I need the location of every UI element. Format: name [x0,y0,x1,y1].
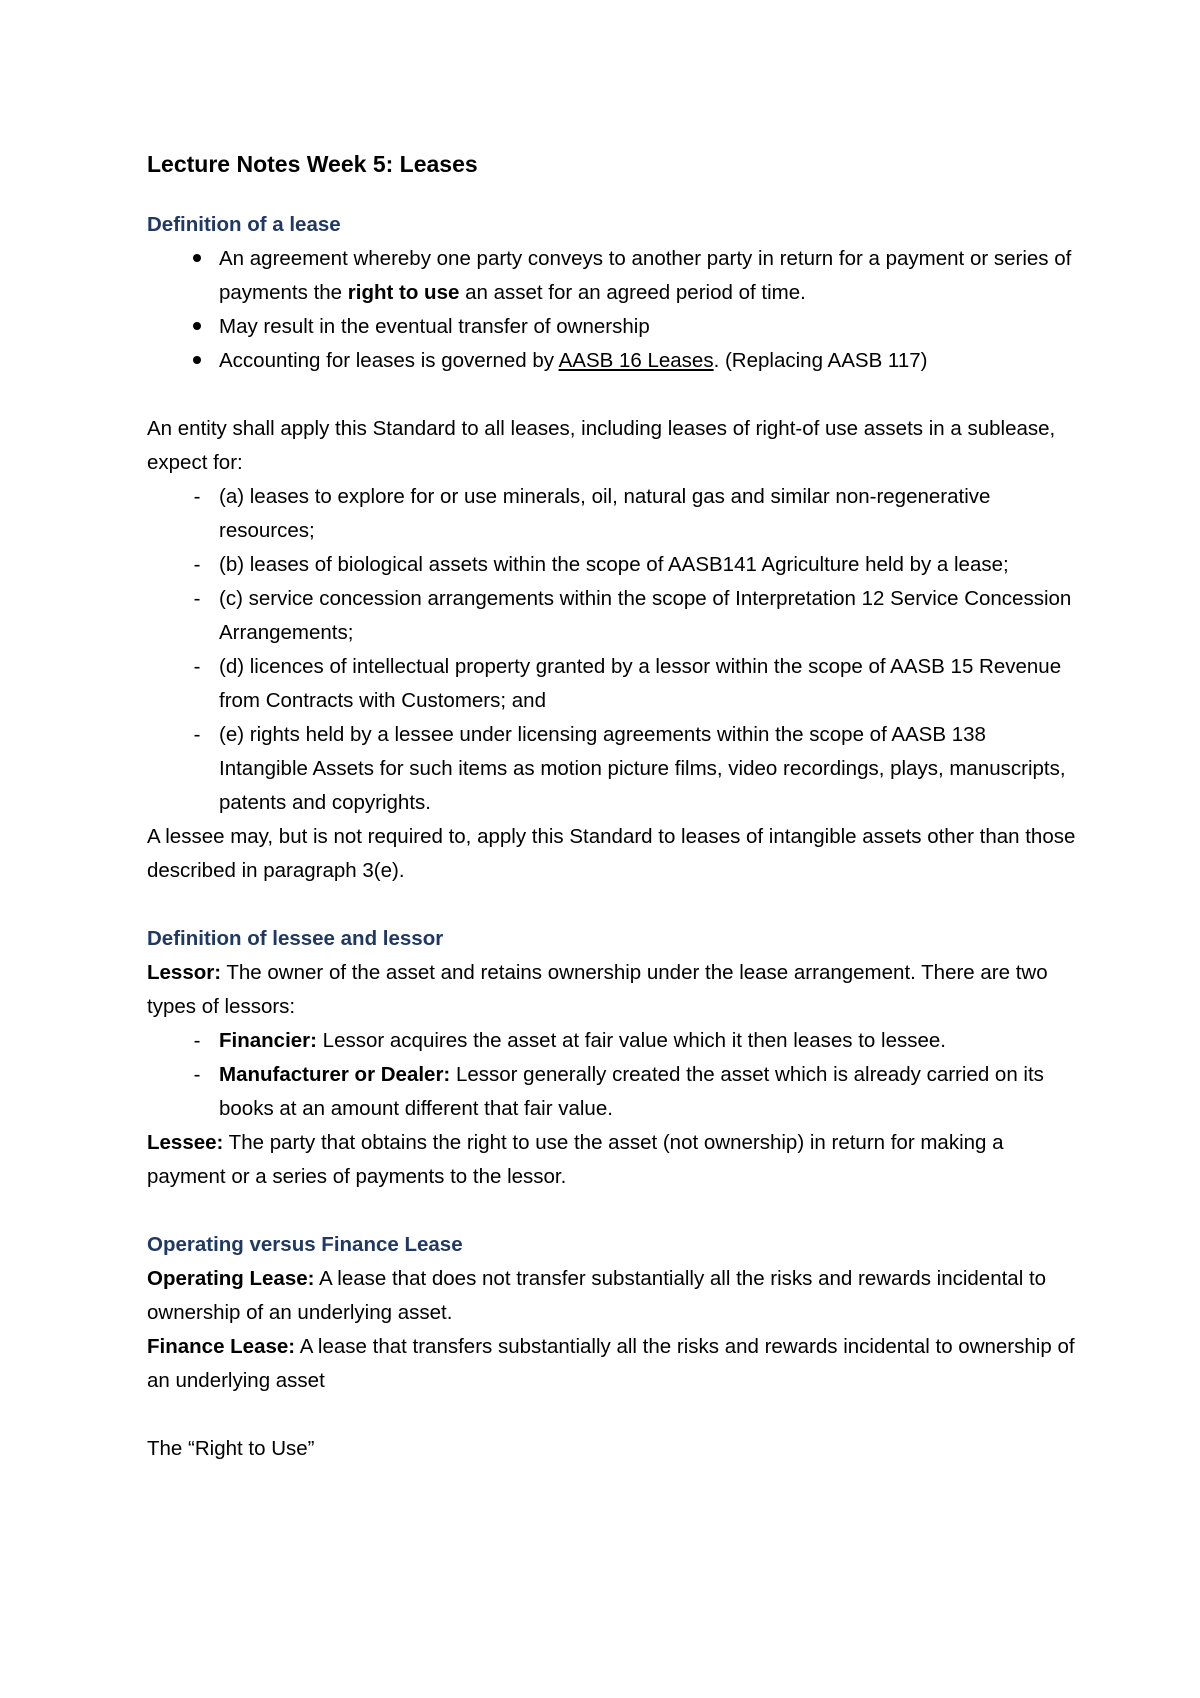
list-item: - (b) leases of biological assets within the scope of AASB141 Agriculture held by a lease; [147,548,1077,582]
heading-operating-vs-finance: Operating versus Finance Lease [147,1233,463,1256]
list-item: - (d) licences of intellectual property granted by a lessor within the scope of AASB 15 Revenue from Contracts with Customers; and [147,650,1077,718]
bullet-icon [187,344,207,378]
list-item: - Financier: Lessor acquires the asset at fair value which it then leases to lessee. [147,1024,1077,1058]
lessee-definition: Lessee: The party that obtains the right to use the asset (not ownership) in return for making a payment or a series of payments to the lessor. [147,1131,1004,1188]
heading-definition-of-lease: Definition of a lease [147,213,341,236]
lessor-definition: Lessor: The owner of the asset and retains ownership under the lease arrangement. There are two types of lessors: [147,961,1048,1018]
dash-marker: - [193,655,201,678]
dash-marker: - [193,553,201,576]
finance-lease-definition: Finance Lease: A lease that transfers substantially all the risks and rewards incidental to ownership of an underlying asset [147,1335,1075,1392]
operating-lease-definition: Operating Lease: A lease that does not transfer substantially all the risks and rewards incidental to ownership of an underlying asset. [147,1267,1047,1324]
dash-marker: - [193,1063,201,1086]
list-item: May result in the eventual transfer of ownership [147,310,1077,344]
list-item: - (a) leases to explore for or use minerals, oil, natural gas and similar non-regenerative resources; [147,480,1077,548]
right-to-use-emphasis: right to use [347,281,460,304]
list-item: - (e) rights held by a lessee under licensing agreements within the scope of AASB 138 Intangible Assets for such items as motion picture films, video recordings, plays, manuscripts, patents and copyrights. [147,718,1077,820]
heading-lessee-lessor: Definition of lessee and lessor [147,927,444,950]
list-item: Accounting for leases is governed by AASB 16 Leases. (Replacing AASB 117) [147,344,1077,378]
scope-exceptions-list [147,480,1077,820]
dash-marker: - [193,1029,201,1052]
list-item: - (c) service concession arrangements within the scope of Interpretation 12 Service Concession Arrangements; [147,582,1077,650]
aasb16-link[interactable]: AASB 16 Leases [558,349,714,372]
bullet-icon [187,310,207,344]
lease-definition-list [147,242,1077,378]
list-item: An agreement whereby one party conveys to another party in return for a payment or series of payments the right to use an asset for an agreed period of time. [147,242,1077,310]
lessor-types-list [147,1024,1077,1126]
scope-outro: A lessee may, but is not required to, apply this Standard to leases of intangible assets other than those described in paragraph 3(e). [147,825,1076,882]
dash-marker: - [193,485,201,508]
list-item: - Manufacturer or Dealer: Lessor generally created the asset which is already carried on its books at an amount different that fair value. [147,1058,1077,1126]
document-page [147,148,1077,1466]
page-title: Lecture Notes Week 5: Leases [147,151,478,177]
dash-marker: - [193,723,201,746]
scope-intro: An entity shall apply this Standard to all leases, including leases of right-of use assets in a sublease, expect for: [147,417,1056,474]
right-to-use-heading: The “Right to Use” [147,1437,315,1460]
bullet-icon [187,242,207,276]
dash-marker: - [193,587,201,610]
